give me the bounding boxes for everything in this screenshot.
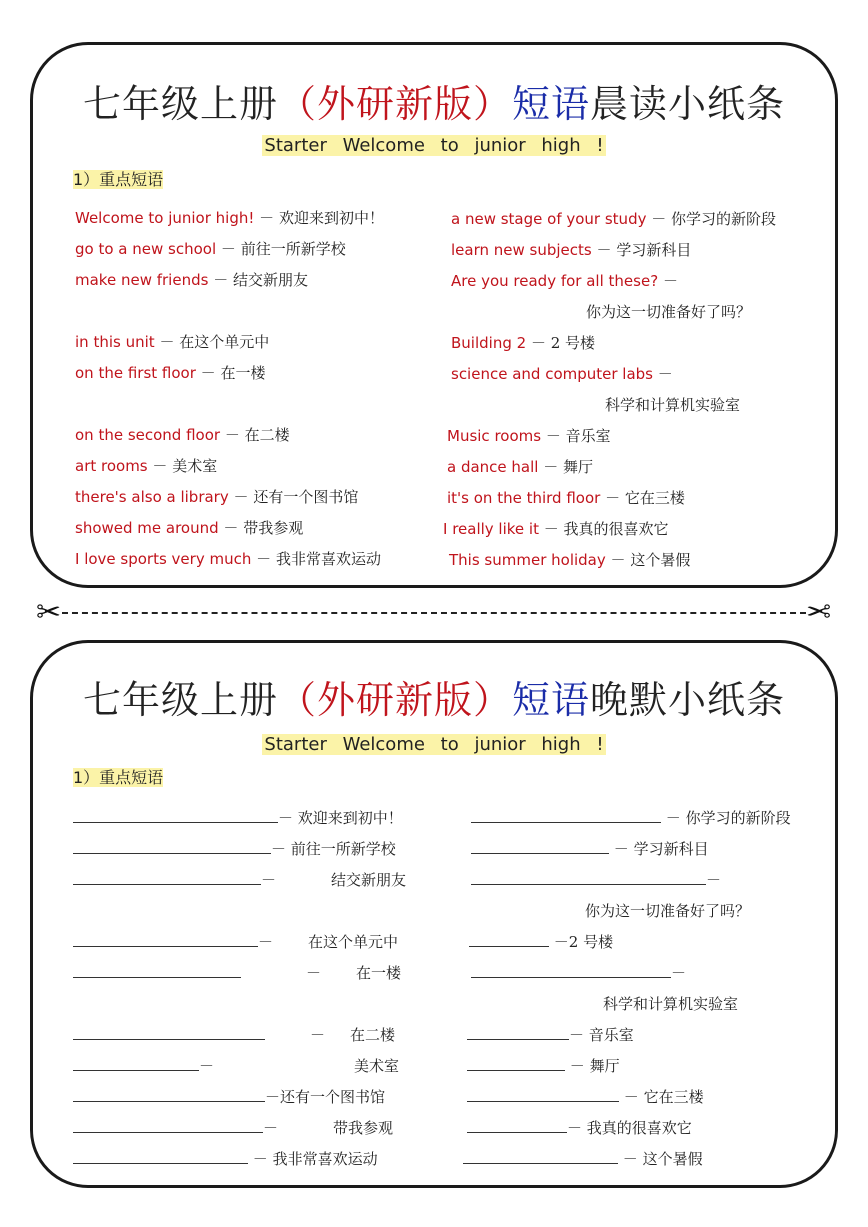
answer-blank[interactable] <box>471 963 671 978</box>
phrase-row: art rooms － 美术室 <box>75 457 218 475</box>
answer-blank[interactable] <box>73 1025 265 1040</box>
answer-blank[interactable] <box>73 870 261 885</box>
blank-row: － 前往一所新学校 <box>73 838 396 859</box>
blank-row: －还有一个图书馆 <box>73 1086 385 1107</box>
blank-row: － 带我参观 <box>73 1117 393 1138</box>
answer-blank[interactable] <box>463 1149 618 1164</box>
answer-blank[interactable] <box>471 839 609 854</box>
blank-row: － 美术室 <box>73 1055 399 1076</box>
phrase-continuation: 你为这一切准备好了吗？ <box>586 303 752 321</box>
blank-row: － 学习新科目 <box>471 838 709 859</box>
blank-row: － 这个暑假 <box>463 1148 703 1169</box>
answer-blank[interactable] <box>73 963 241 978</box>
answer-blank[interactable] <box>467 1118 567 1133</box>
blank-continuation: 科学和计算机实验室 <box>603 995 739 1013</box>
morning-title: 七年级上册（外研新版）短语晨读小纸条 <box>82 82 786 126</box>
evening-section-heading: 1）重点短语 <box>73 768 164 787</box>
phrase-row: on the first floor － 在一楼 <box>75 364 266 382</box>
answer-blank[interactable] <box>467 1056 565 1071</box>
answer-blank[interactable] <box>467 1087 619 1102</box>
blank-row: － 欢迎来到初中！ <box>73 807 403 828</box>
blank-row: － <box>471 962 686 983</box>
phrase-row: go to a new school － 前往一所新学校 <box>75 240 346 258</box>
morning-subtitle: Starter Welcome to junior high ! <box>264 135 604 156</box>
answer-blank[interactable] <box>73 1087 265 1102</box>
phrase-row: science and computer labs － <box>451 365 673 383</box>
phrase-row: Building 2 － 2 号楼 <box>451 334 596 352</box>
phrase-row: showed me around － 带我参观 <box>75 519 304 537</box>
answer-blank[interactable] <box>467 1025 569 1040</box>
answer-blank[interactable] <box>73 1118 263 1133</box>
phrase-row: on the second floor － 在二楼 <box>75 426 290 444</box>
answer-blank[interactable] <box>73 932 258 947</box>
blank-row: － 你学习的新阶段 <box>471 807 791 828</box>
phrase-row: Are you ready for all these? － <box>451 272 678 290</box>
phrase-row: I love sports very much － 我非常喜欢运动 <box>75 550 381 568</box>
blank-row: － 在二楼 <box>73 1024 395 1045</box>
phrase-row: it's on the third floor － 它在三楼 <box>447 489 685 507</box>
blank-row: － 我真的很喜欢它 <box>467 1117 692 1138</box>
blank-row: － 结交新朋友 <box>73 869 406 890</box>
morning-section-heading: 1）重点短语 <box>73 170 164 189</box>
scissors-icon: ✂ <box>806 595 832 630</box>
phrase-row: a new stage of your study － 你学习的新阶段 <box>451 210 777 228</box>
evening-subtitle: Starter Welcome to junior high ! <box>264 734 604 755</box>
blank-continuation: 你为这一切准备好了吗？ <box>585 902 751 920</box>
phrase-continuation: 科学和计算机实验室 <box>605 396 741 414</box>
cut-line <box>62 612 806 614</box>
answer-blank[interactable] <box>471 808 661 823</box>
answer-blank[interactable] <box>469 932 549 947</box>
answer-blank[interactable] <box>73 839 271 854</box>
answer-blank[interactable] <box>73 808 278 823</box>
blank-row: － 在一楼 <box>73 962 401 983</box>
morning-card <box>30 42 838 588</box>
phrase-row: in this unit － 在这个单元中 <box>75 333 270 351</box>
phrase-row: make new friends － 结交新朋友 <box>75 271 309 289</box>
evening-title: 七年级上册（外研新版）短语晚默小纸条 <box>82 678 786 722</box>
phrase-row: I really like it － 我真的很喜欢它 <box>443 520 669 538</box>
phrase-row: a dance hall － 舞厅 <box>447 458 594 476</box>
phrase-row: learn new subjects － 学习新科目 <box>451 241 692 259</box>
answer-blank[interactable] <box>73 1056 199 1071</box>
answer-blank[interactable] <box>471 870 706 885</box>
blank-row: － 它在三楼 <box>467 1086 704 1107</box>
blank-row: － 音乐室 <box>467 1024 634 1045</box>
blank-row: － 舞厅 <box>467 1055 620 1076</box>
blank-row: － 我非常喜欢运动 <box>73 1148 378 1169</box>
evening-card <box>30 640 838 1188</box>
phrase-row: Music rooms － 音乐室 <box>447 427 611 445</box>
blank-row: －2 号楼 <box>469 931 613 952</box>
blank-row: － 在这个单元中 <box>73 931 398 952</box>
scissors-icon: ✂ <box>36 595 62 630</box>
blank-row: － <box>471 869 721 890</box>
phrase-row: Welcome to junior high! － 欢迎来到初中！ <box>75 209 384 227</box>
answer-blank[interactable] <box>73 1149 248 1164</box>
phrase-row: there's also a library － 还有一个图书馆 <box>75 488 359 506</box>
phrase-row: This summer holiday － 这个暑假 <box>449 551 691 569</box>
